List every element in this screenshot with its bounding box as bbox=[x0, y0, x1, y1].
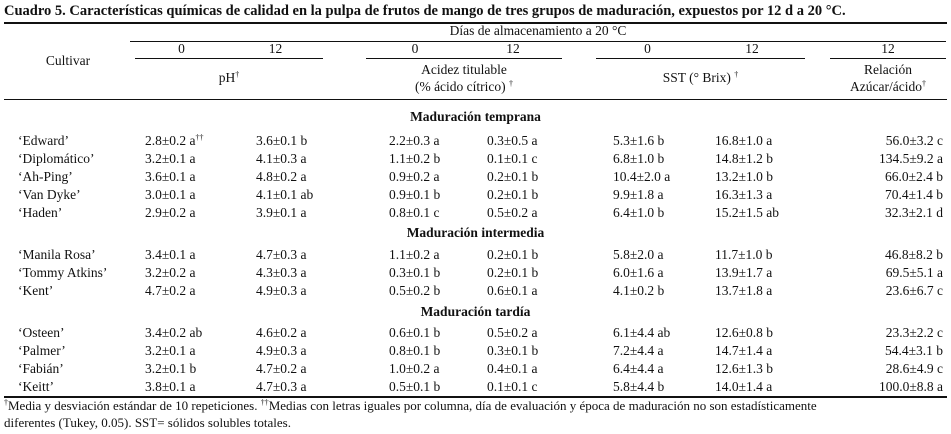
header-bottom-rule bbox=[4, 99, 947, 100]
group-title: Maduración tardía bbox=[420, 304, 531, 319]
table-cell: 6.4±4.4 a bbox=[613, 361, 664, 376]
table-cell: 2.9±0.2 a bbox=[145, 205, 196, 220]
table-cell: 3.4±0.1 a bbox=[145, 247, 196, 262]
table-cell: 0.5±0.2 a bbox=[487, 325, 538, 340]
table-cell: 5.8±4.4 b bbox=[613, 379, 665, 394]
cultivar-cell: ‘Keitt’ bbox=[18, 379, 54, 394]
cultivar-cell: ‘Palmer’ bbox=[18, 343, 66, 358]
sst-header: SST (° Brix) † bbox=[662, 70, 739, 85]
table-cell: 0.4±0.1 a bbox=[487, 361, 538, 376]
table-cell: 0.5±0.2 b bbox=[389, 283, 441, 298]
table-cell: 0.8±0.1 c bbox=[389, 205, 440, 220]
table-cell: 5.8±2.0 a bbox=[613, 247, 664, 262]
group-title: Maduración intermedia bbox=[406, 225, 545, 240]
table-cell: 16.8±1.0 a bbox=[715, 133, 773, 148]
table-cell: 100.0±8.8 a bbox=[878, 379, 943, 394]
cultivar-header: Cultivar bbox=[45, 53, 91, 68]
acidez-header-line1: Acidez titulable bbox=[421, 62, 507, 77]
table-cell: 0.5±0.1 b bbox=[389, 379, 441, 394]
table-cell: 4.9±0.3 a bbox=[256, 343, 307, 358]
footnote-line-1: †Media y desviación estándar de 10 repeticiones. ††Medias con letras iguales por columna, día de evaluación y época de maduración no son estadísticamente bbox=[4, 398, 817, 413]
day-header: 12 bbox=[745, 41, 759, 56]
day-header: 0 bbox=[178, 41, 185, 56]
sst-rule bbox=[596, 58, 805, 59]
table-cell: 4.7±0.3 a bbox=[256, 379, 307, 394]
table-cell: 46.8±8.2 b bbox=[884, 247, 943, 262]
table-cell: 3.2±0.1 a bbox=[145, 343, 196, 358]
table-cell: 13.7±1.8 a bbox=[715, 283, 773, 298]
table-cell: 1.1±0.2 b bbox=[389, 151, 441, 166]
table-cell: 66.0±2.4 b bbox=[884, 169, 943, 184]
table-cell: 3.2±0.2 a bbox=[145, 265, 196, 280]
table-cell: 4.3±0.3 a bbox=[256, 265, 307, 280]
table-cell: 13.9±1.7 a bbox=[715, 265, 773, 280]
cultivar-cell: ‘Osteen’ bbox=[18, 325, 65, 340]
table-cell: 3.6±0.1 a bbox=[145, 169, 196, 184]
table-cell: 0.2±0.1 b bbox=[487, 187, 539, 202]
table-cell: 4.7±0.2 a bbox=[256, 361, 307, 376]
table-cell: 1.1±0.2 a bbox=[389, 247, 440, 262]
table-cell: 11.7±1.0 b bbox=[715, 247, 773, 262]
table-cell: 6.1±4.4 ab bbox=[613, 325, 671, 340]
table-cell: 4.6±0.2 a bbox=[256, 325, 307, 340]
table-cell: 4.1±0.2 b bbox=[613, 283, 665, 298]
table-cell: 23.6±6.7 c bbox=[885, 283, 943, 298]
table-cell: 12.6±0.8 b bbox=[715, 325, 774, 340]
table-cell: 14.8±1.2 b bbox=[715, 151, 774, 166]
table-cell: 0.8±0.1 b bbox=[389, 343, 441, 358]
day-header: 12 bbox=[506, 41, 520, 56]
table-cell: 4.9±0.3 a bbox=[256, 283, 307, 298]
table-cell: 5.3±1.6 b bbox=[613, 133, 665, 148]
table-cell: 4.7±0.3 a bbox=[256, 247, 307, 262]
table-cell: 0.1±0.1 c bbox=[487, 151, 538, 166]
table-cell: 2.8±0.2 a†† bbox=[145, 133, 204, 148]
table-cell: 6.0±1.6 a bbox=[613, 265, 664, 280]
table-cell: 4.1±0.1 ab bbox=[256, 187, 314, 202]
days-header: Días de almacenamiento a 20 °C bbox=[449, 23, 627, 38]
cultivar-cell: ‘Kent’ bbox=[18, 283, 54, 298]
table-cell: 6.4±1.0 b bbox=[613, 205, 665, 220]
acidez-rule bbox=[366, 58, 562, 59]
cultivar-cell: ‘Diplomático’ bbox=[18, 151, 95, 166]
table-cell: 69.5±5.1 a bbox=[885, 265, 943, 280]
table-cell: 4.8±0.2 a bbox=[256, 169, 307, 184]
table-cell: 3.9±0.1 a bbox=[256, 205, 307, 220]
day-header: 12 bbox=[881, 41, 895, 56]
table-cell: 0.2±0.1 b bbox=[487, 265, 539, 280]
table-cell: 9.9±1.8 a bbox=[613, 187, 664, 202]
table-cell: 4.7±0.2 a bbox=[145, 283, 196, 298]
relacion-rule bbox=[830, 58, 946, 59]
table-caption: Cuadro 5. Características químicas de calidad en la pulpa de frutos de mango de tres grupos de maduración, expuestos por 12 d a 20 °C. bbox=[4, 3, 846, 19]
table-cell: 7.2±4.4 a bbox=[613, 343, 664, 358]
cultivar-cell: ‘Tommy Atkins’ bbox=[18, 265, 108, 280]
table-cell: 0.3±0.5 a bbox=[487, 133, 538, 148]
table-cell: 3.2±0.1 a bbox=[145, 151, 196, 166]
table-cell: 3.8±0.1 a bbox=[145, 379, 196, 394]
cultivar-cell: ‘Haden’ bbox=[18, 205, 63, 220]
cultivar-cell: ‘Edward’ bbox=[18, 133, 69, 148]
table-cell: 0.6±0.1 b bbox=[389, 325, 441, 340]
table-cell: 16.3±1.3 a bbox=[715, 187, 773, 202]
day-header: 12 bbox=[268, 41, 283, 56]
table-cell: 14.0±1.4 a bbox=[715, 379, 773, 394]
relacion-header-line1: Relación bbox=[864, 62, 912, 77]
table-cell: 4.1±0.3 a bbox=[256, 151, 307, 166]
cultivar-cell: ‘Ah-Ping’ bbox=[18, 169, 73, 184]
table-cell: 3.2±0.1 b bbox=[145, 361, 197, 376]
acidez-header-line2: (% ácido cítrico) † bbox=[414, 79, 514, 94]
footnote-line-2: diferentes (Tukey, 0.05). SST= sólidos solubles totales. bbox=[4, 415, 291, 430]
table-cell: 3.0±0.1 a bbox=[145, 187, 196, 202]
table-cell: 3.6±0.1 b bbox=[256, 133, 308, 148]
table-cell: 3.4±0.2 ab bbox=[145, 325, 203, 340]
cultivar-cell: ‘Van Dyke’ bbox=[18, 187, 81, 202]
table-cell: 6.8±1.0 b bbox=[613, 151, 665, 166]
table-cell: 28.6±4.9 c bbox=[885, 361, 943, 376]
table-cell: 1.0±0.2 a bbox=[389, 361, 440, 376]
day-header: 0 bbox=[644, 41, 651, 56]
table-cell: 70.4±1.4 b bbox=[884, 187, 943, 202]
table-cell: 23.3±2.2 c bbox=[885, 325, 943, 340]
table-cell: 134.5±9.2 a bbox=[878, 151, 943, 166]
table-cell: 54.4±3.1 b bbox=[884, 343, 943, 358]
table-cell: 0.5±0.2 a bbox=[487, 205, 538, 220]
table-cell: 0.2±0.1 b bbox=[487, 169, 539, 184]
table-cell: 14.7±1.4 a bbox=[715, 343, 773, 358]
table-cell: 32.3±2.1 d bbox=[884, 205, 943, 220]
table-cell: 0.3±0.1 b bbox=[487, 343, 539, 358]
cultivar-cell: ‘Manila Rosa’ bbox=[18, 247, 96, 262]
table-cell: 12.6±1.3 b bbox=[715, 361, 774, 376]
ph-rule bbox=[135, 58, 323, 59]
day-header: 0 bbox=[411, 41, 419, 56]
table-cell: 13.2±1.0 b bbox=[715, 169, 774, 184]
table-cell: 0.9±0.2 a bbox=[389, 169, 440, 184]
table-cell: 0.3±0.1 b bbox=[389, 265, 441, 280]
table-cell: 0.2±0.1 b bbox=[487, 247, 539, 262]
table-cell: 2.2±0.3 a bbox=[389, 133, 440, 148]
table-cell: 15.2±1.5 ab bbox=[715, 205, 780, 220]
table-cell: 0.6±0.1 a bbox=[487, 283, 538, 298]
table-cell: 0.9±0.1 b bbox=[389, 187, 441, 202]
cultivar-cell: ‘Fabián’ bbox=[18, 361, 64, 376]
ph-header: pH† bbox=[218, 70, 240, 85]
relacion-header-line2: Azúcar/ácido† bbox=[850, 79, 926, 94]
group-title: Maduración temprana bbox=[410, 109, 541, 124]
table-cell: 56.0±3.2 c bbox=[885, 133, 943, 148]
table-cell: 10.4±2.0 a bbox=[613, 169, 671, 184]
table-cell: 0.1±0.1 c bbox=[487, 379, 538, 394]
